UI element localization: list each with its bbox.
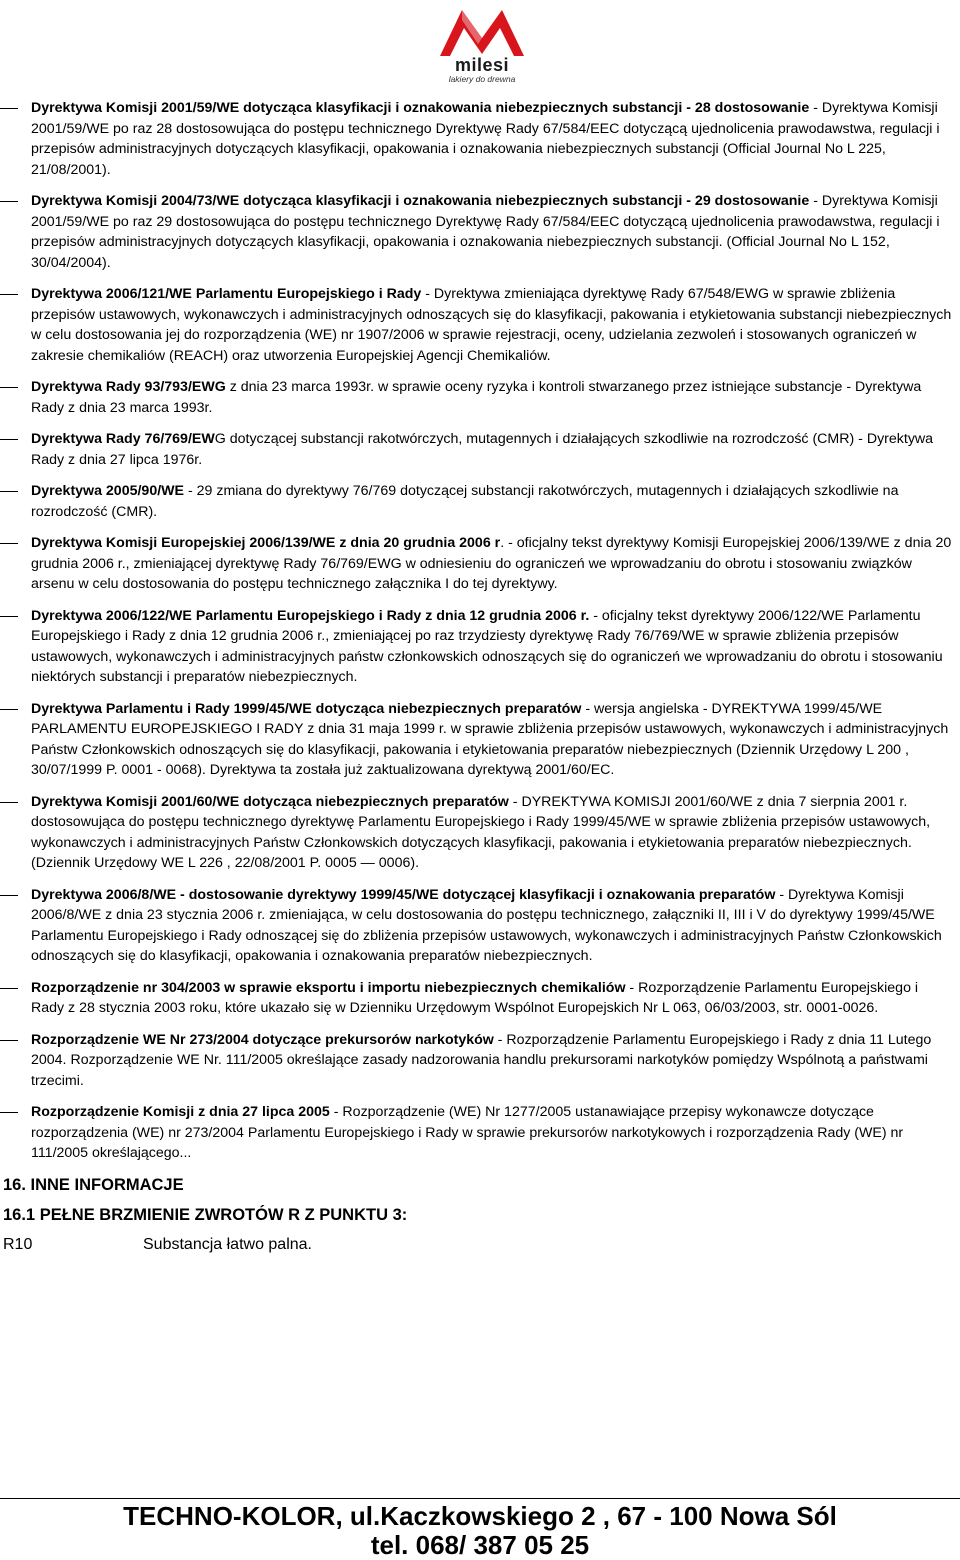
risk-phrase-text: Substancja łatwo palna. <box>143 1235 312 1253</box>
regulation-item: Dyrektywa Komisji 2001/59/WE dotycząca klasyfikacji i oznakowania niebezpiecznych substancji - 28 dostosowanie - Dyrektywa Komisji 2001/59/WE po raz 28 dostosowująca do postępu technicznego Dyrektywę Rady 67/584/EEC dotyczącą ujednolicenia prawodawstwa, regulacji i przepisów administracyjnych dotyczących klasyfikacji, opakowania i oznakowania niebezpiecznych substancji (Official Journal No L 225, 21/08/2001). <box>0 98 960 180</box>
section-subheading: 16.1 PEŁNE BRZMIENIE ZWROTÓW R Z PUNKTU 3: <box>3 1205 408 1224</box>
regulation-item: Rozporządzenie WE Nr 273/2004 dotyczące prekursorów narkotyków - Rozporządzenie Parlamentu Europejskiego i Rady z dnia 11 Lutego 2004. Rozporządzenie WE Nr. 111/2005 określające zasady nadzorowania handlu prekursorami narkotyków pomiędzy Wspólnotą a państwami trzecimi. <box>0 1030 960 1092</box>
logo-tagline: lakiery do drewna <box>448 74 516 84</box>
regulation-item: Dyrektywa Komisji 2001/60/WE dotycząca niebezpiecznych preparatów - DYREKTYWA KOMISJI 2001/60/WE z dnia 7 sierpnia 2001 r. dostosowująca do postępu technicznego dyrektywę Parlamentu Europejskiego i Rady 1999/45/WE w sprawie zbliżenia przepisów ustawowych, wykonawczych i administracyjnych Państw Członkowskich dotyczących klasyfikacji, pakowania i etykietowania preparatów niebezpiecznych. (Dziennik Urzędowy WE L 226 , 22/08/2001 P. 0005 ― 0006). <box>0 792 960 874</box>
footer-divider <box>0 1498 960 1499</box>
risk-phrase-code: R10 <box>3 1235 33 1253</box>
footer-phone: tel. 068/ 387 05 25 <box>370 1530 590 1560</box>
document-body <box>0 98 960 1255</box>
regulation-item: Dyrektywa 2006/121/WE Parlamentu Europejskiego i Rady - Dyrektywa zmieniająca dyrektywę Rady 67/548/EWG w sprawie zbliżenia przepisów ustawowych, wykonawczych i administracyjnych odnoszących się do klasyfikacji, pakowania i etykietowania substancji niebezpiecznych w celu dostosowania jej do rozporządzenia (WE) nr 1907/2006 w sprawie rejestracji, oceny, udzielania zezwoleń i stosowanych ograniczeń w zakresie chemikaliów (REACH) oraz utworzenia Europejskiej Agencji Chemikaliów. <box>0 284 960 366</box>
regulation-item: Dyrektywa 2005/90/WE - 29 zmiana do dyrektywy 76/769 dotyczącej substancji rakotwórczych, mutagennych i działających szkodliwie na rozrodczość (CMR). <box>0 481 960 522</box>
regulation-item: Rozporządzenie nr 304/2003 w sprawie eksportu i importu niebezpiecznych chemikaliów - Rozporządzenie Parlamentu Europejskiego i Rady z 28 stycznia 2003 roku, które ukazało się w Dzienniku Urzędowym Wspólnot Europejskich Nr L 063, 06/03/2003, str. 0001-0026. <box>0 978 960 1019</box>
footer-text <box>0 1502 960 1560</box>
regulation-item: Dyrektywa 2006/122/WE Parlamentu Europejskiego i Rady z dnia 12 grudnia 2006 r. - oficjalny tekst dyrektywy 2006/122/WE Parlamentu Europejskiego i Rady z dnia 12 grudnia 2006 r., zmieniającej po raz trzydziesty dyrektywę Rady 76/769/WE w sprawie zbliżenia przepisów ustawowych, wykonawczych i administracyjnych państw członkowskich odnoszących się do ograniczeń we wprowadzaniu do obrotu i stosowaniu niektórych substancji i preparatów niebezpiecznych. <box>0 606 960 688</box>
page-footer <box>0 1498 960 1559</box>
regulation-item: Dyrektywa 2006/8/WE - dostosowanie dyrektywy 1999/45/WE dotyczącej klasyfikacji i oznakowania preparatów - Dyrektywa Komisji 2006/8/WE z dnia 23 stycznia 2006 r. zmieniająca, w celu dostosowania do postępu technicznego, załączniki II, III i V do dyrektywy 1999/45/WE Parlamentu Europejskiego i Rady odnoszącej się do zbliżenia przepisów ustawowych, wykonawczych i administracyjnych Państw Członkowskich odnoszących się do klasyfikacji, opakowania i oznakowania preparatów niebezpiecznych. <box>0 885 960 967</box>
logo-m-mark-icon <box>432 4 532 58</box>
regulation-item: Dyrektywa Komisji Europejskiej 2006/139/WE z dnia 20 grudnia 2006 r. - oficjalny tekst dyrektywy Komisji Europejskiej 2006/139/WE z dnia 20 grudnia 2006 r., zmieniającej dyrektywę Rady 76/769/EWG w odniesieniu do ograniczeń we wprowadzaniu do obrotu i stosowaniu związków arsenu w celu dostosowania do postępu technicznego załącznika I do tej dyrektywy. <box>0 533 960 595</box>
regulation-item: Rozporządzenie Komisji z dnia 27 lipca 2005 - Rozporządzenie (WE) Nr 1277/2005 ustanawiające przepisy wykonawcze dotyczące rozporządzenia (WE) nr 273/2004 Parlamentu Europejskiego i Rady w sprawie prekursorów narkotykowych i rozporządzenia Rady (WE) nr 111/2005 określającego... <box>0 1102 960 1164</box>
risk-phrase-row <box>0 1235 960 1255</box>
company-logo <box>432 4 532 86</box>
regulation-item: Dyrektywa Komisji 2004/73/WE dotycząca klasyfikacji i oznakowania niebezpiecznych substancji - 29 dostosowanie - Dyrektywa Komisji 2001/59/WE po raz 29 dostosowująca do postępu technicznego Dyrektywę Rady 67/584/EEC dotyczącą ujednolicenia prawodawstwa, regulacji i przepisów administracyjnych dotyczących klasyfikacji, opakowania i oznakowania niebezpiecznych substancji. (Official Journal No L 152, 30/04/2004). <box>0 191 960 273</box>
logo-name: milesi <box>454 55 510 75</box>
regulation-item: Dyrektywa Rady 76/769/EWG dotyczącej substancji rakotwórczych, mutagennych i działających szkodliwie na rozrodczość (CMR) - Dyrektywa Rady z dnia 27 lipca 1976r. <box>0 429 960 470</box>
regulation-item: Dyrektywa Parlamentu i Rady 1999/45/WE dotycząca niebezpiecznych preparatów - wersja angielska - DYREKTYWA 1999/45/WE PARLAMENTU EUROPEJSKIEGO I RADY z dnia 31 maja 1999 r. w sprawie zbliżenia przepisów ustawowych, wykonawczych i administracyjnych Państw Członkowskich odnoszących się do klasyfikacji, pakowania i etykietowania preparatów niebezpiecznych (Dziennik Urzędowy L 200 , 30/07/1999 P. 0001 - 0068). Dyrektywa ta została już zaktualizowana dyrektywą 2001/60/EC. <box>0 699 960 781</box>
footer-address: TECHNO-KOLOR, ul.Kaczkowskiego 2 , 67 - 100 Nowa Sól <box>123 1501 837 1531</box>
regulation-item: Dyrektywa Rady 93/793/EWG z dnia 23 marca 1993r. w sprawie oceny ryzyka i kontroli stwarzanego przez istniejące substancje - Dyrektywa Rady z dnia 23 marca 1993r. <box>0 377 960 418</box>
section-heading: 16. INNE INFORMACJE <box>3 1175 184 1194</box>
